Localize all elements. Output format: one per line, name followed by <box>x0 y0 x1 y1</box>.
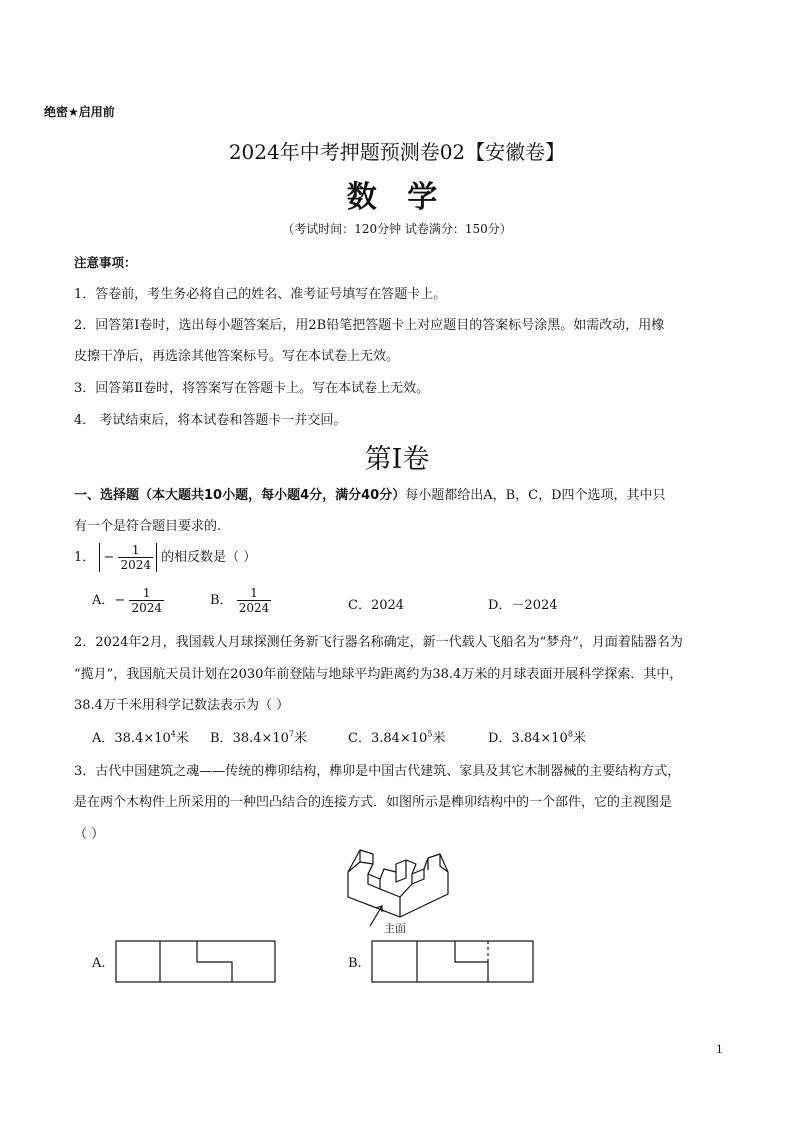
q2-option-a-exp: 4 <box>170 729 176 739</box>
q2-option-c-exp: 5 <box>427 729 433 739</box>
q2-option-b-exp: 7 <box>288 729 295 739</box>
q2-option-a-label: A． <box>92 731 115 746</box>
q3-option-b-figure[interactable] <box>371 940 535 984</box>
q3-option-b-label[interactable]: B. <box>348 956 362 971</box>
part1-heading-rest: 每小题都给出A，B，C，D四个选项，其中只 <box>405 488 666 503</box>
q1-option-b-fraction <box>237 586 272 615</box>
mortise-tenon-figure <box>340 842 460 937</box>
q2-option-d-unit: 米 <box>572 731 586 746</box>
question-2-line3: 38.4万千米用科学记数法表示为（ ） <box>74 698 290 713</box>
q1-fraction <box>118 543 153 572</box>
exam-time-info: （考试时间：120分钟 试卷满分：150分） <box>282 222 512 236</box>
notice-item-4: 4． 考试结束后，将本试卷和答题卡一并交回。 <box>74 413 347 428</box>
q1-text: 的相反数是（ ） <box>161 550 257 565</box>
part1-heading-bold: 一、选择题（本大题共10小题，每小题4分，满分40分） <box>74 488 406 503</box>
section-title: 第Ⅰ卷 <box>364 444 430 475</box>
page-number: 1 <box>716 1043 723 1056</box>
q1-option-a-label: A． <box>92 593 115 608</box>
q1-absolute-value <box>99 543 157 572</box>
subject-title: 数 学 <box>346 180 448 215</box>
q1-option-b[interactable] <box>210 586 271 615</box>
q1-option-a-num: 1 <box>142 586 151 600</box>
part1-heading <box>74 484 666 503</box>
notice-heading: 注意事项： <box>74 255 137 270</box>
q1-option-a-den: 2024 <box>131 601 162 615</box>
q3-option-a-label[interactable]: A. <box>92 956 106 971</box>
notice-item-1: 1．答卷前，考生务必将自己的姓名、准考证号填写在答题卡上。 <box>74 287 447 302</box>
q1-frac-num: 1 <box>131 543 140 557</box>
q2-option-d[interactable] <box>488 727 586 746</box>
confidential-label: 绝密★启用前 <box>44 105 115 119</box>
question-2-line2: “揽月”，我国航天员计划在2030年前登陆与地球平均距离约为38.4万米的月球表面开展科学探索．其中， <box>74 667 683 682</box>
q3-option-a-figure[interactable] <box>115 940 277 984</box>
q2-option-b-unit: 米 <box>294 731 308 746</box>
q1-option-b-num: 1 <box>250 586 258 600</box>
q2-option-b[interactable] <box>210 727 307 746</box>
q1-number: 1． <box>74 550 96 565</box>
question-1 <box>74 543 256 572</box>
q1-frac-den: 2024 <box>120 558 152 572</box>
q1-option-d[interactable]: D．－2024 <box>488 598 558 613</box>
q2-option-c-base: 3.84×10 <box>370 731 428 746</box>
notice-item-2-cont: 皮擦干净后，再选涂其他答案标号。写在本试卷上无效。 <box>74 349 400 364</box>
notice-item-3: 3．回答第Ⅱ卷时，将答案写在答题卡上。写在本试卷上无效。 <box>74 381 430 396</box>
q2-option-c-unit: 米 <box>432 731 446 746</box>
notice-item-2: 2．回答第Ⅰ卷时，选出每小题答案后，用2B铅笔把答题卡上对应题目的答案标号涂黑。如需改动，用橡 <box>74 318 665 333</box>
q2-option-c[interactable] <box>348 727 445 746</box>
q1-option-a[interactable] <box>92 586 164 615</box>
q2-option-b-label: B． <box>210 731 233 746</box>
part1-heading-line2: 有一个是符合题目要求的. <box>74 519 222 534</box>
q1-option-b-den: 2024 <box>238 601 270 615</box>
q1-option-b-label: B． <box>210 593 233 608</box>
q2-option-a-base: 38.4×10 <box>114 731 171 746</box>
q2-option-c-label: C． <box>348 731 371 746</box>
q2-option-b-base: 38.4×10 <box>232 731 289 746</box>
question-3-line2: 是在两个木构件上所采用的一种凹凸结合的连接方式．如图所示是榫卯结构中的一个部件，它的主视图是 <box>74 795 673 810</box>
q2-option-d-base: 3.84×10 <box>511 731 568 746</box>
question-3-line1: 3．古代中国建筑之魂——传统的榫卯结构，榫卯是中国古代建筑、家具及其它木制器械的主要结构方式， <box>74 764 681 779</box>
front-view-label: 主面 <box>384 922 406 935</box>
q1-minus: − <box>103 550 115 565</box>
exam-title: 2024年中考押题预测卷02【安徽卷】 <box>228 140 566 164</box>
q2-option-a-unit: 米 <box>175 731 189 746</box>
q1-option-a-fraction <box>129 586 164 615</box>
q2-option-d-label: D． <box>488 731 512 746</box>
question-3-line3: （ ） <box>74 827 105 842</box>
q2-option-a[interactable] <box>92 727 189 746</box>
q1-option-a-sign: − <box>114 593 126 608</box>
question-2-line1: 2．2024年2月，我国载人月球探测任务新飞行器名称确定，新一代载人飞船名为“梦舟”，月面着陆器名为 <box>74 635 683 650</box>
q2-option-d-exp: 8 <box>567 729 573 739</box>
q1-option-c[interactable]: C．2024 <box>348 598 405 613</box>
